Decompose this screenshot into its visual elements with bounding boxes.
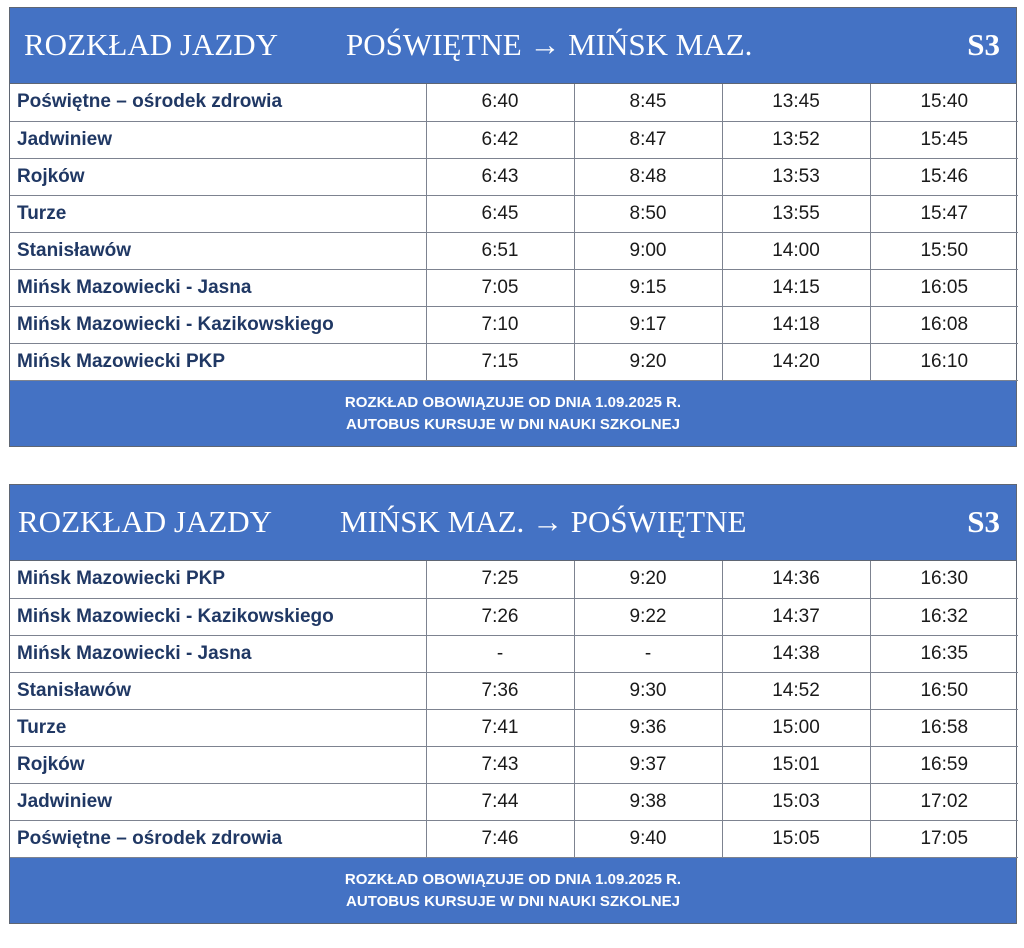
departure-time: 7:43 (426, 746, 574, 783)
line-number: S3 (967, 27, 1000, 62)
table-row (10, 635, 1018, 672)
validity-note: ROZKŁAD OBOWIĄZUJE OD DNIA 1.09.2025 R. (344, 393, 682, 411)
departure-time: 15:45 (870, 121, 1018, 158)
departure-time: 15:50 (870, 232, 1018, 269)
departure-time: 16:08 (870, 306, 1018, 343)
stop-name: Mińsk Mazowiecki - Jasna (10, 269, 426, 306)
departure-time: 9:37 (574, 746, 722, 783)
table-row (10, 84, 1018, 121)
departure-time: 7:44 (426, 783, 574, 820)
timetable-footer (10, 381, 1016, 446)
table-row (10, 269, 1018, 306)
timetable-title: ROZKŁAD JAZDY (24, 27, 279, 62)
stop-name: Poświętne – ośrodek zdrowia (10, 84, 426, 121)
table-row (10, 343, 1018, 380)
departure-time: 13:52 (722, 121, 870, 158)
departure-time: 15:40 (870, 84, 1018, 121)
timetable-header (10, 485, 1016, 561)
departure-time: 7:36 (426, 672, 574, 709)
departure-time: 16:58 (870, 709, 1018, 746)
departure-time: 6:45 (426, 195, 574, 232)
departure-time: 14:00 (722, 232, 870, 269)
stop-name: Poświętne – ośrodek zdrowia (10, 820, 426, 857)
departure-time: 9:00 (574, 232, 722, 269)
table-row (10, 598, 1018, 635)
stop-name: Rojków (10, 746, 426, 783)
table-row (10, 672, 1018, 709)
table-row (10, 232, 1018, 269)
stop-name: Jadwiniew (10, 783, 426, 820)
departure-time: 8:50 (574, 195, 722, 232)
departure-time: 15:00 (722, 709, 870, 746)
school-days-note: AUTOBUS KURSUJE W DNI NAUKI SZKOLNEJ (346, 892, 680, 910)
timetable-poswietne-to-minsk (9, 7, 1017, 447)
departure-time: 6:42 (426, 121, 574, 158)
stop-name: Mińsk Mazowiecki - Kazikowskiego (10, 306, 426, 343)
table-row (10, 158, 1018, 195)
table-row (10, 709, 1018, 746)
school-days-note: AUTOBUS KURSUJE W DNI NAUKI SZKOLNEJ (346, 415, 680, 433)
stop-name: Jadwiniew (10, 121, 426, 158)
departure-time: 9:30 (574, 672, 722, 709)
table-row (10, 195, 1018, 232)
departure-time: 14:37 (722, 598, 870, 635)
stop-name: Mińsk Mazowiecki PKP (10, 343, 426, 380)
stop-name: Rojków (10, 158, 426, 195)
departure-time: 16:35 (870, 635, 1018, 672)
departure-time: 17:05 (870, 820, 1018, 857)
departure-time: 14:38 (722, 635, 870, 672)
table-row (10, 561, 1018, 598)
stop-name: Stanisławów (10, 232, 426, 269)
departure-time: 16:05 (870, 269, 1018, 306)
departure-time: 14:15 (722, 269, 870, 306)
departure-time: 15:05 (722, 820, 870, 857)
departure-time: 6:40 (426, 84, 574, 121)
departure-time: 9:15 (574, 269, 722, 306)
departure-time: 7:25 (426, 561, 574, 598)
departure-time: 16:10 (870, 343, 1018, 380)
line-number: S3 (967, 504, 1000, 539)
departure-time: 16:59 (870, 746, 1018, 783)
departure-time: 16:30 (870, 561, 1018, 598)
departure-time: 15:01 (722, 746, 870, 783)
departure-time: 7:05 (426, 269, 574, 306)
departure-time: 13:53 (722, 158, 870, 195)
departure-time: 16:32 (870, 598, 1018, 635)
departure-time: 6:51 (426, 232, 574, 269)
schedule-table (10, 561, 1018, 858)
departure-time: 9:20 (574, 343, 722, 380)
departure-time: 7:46 (426, 820, 574, 857)
table-row (10, 306, 1018, 343)
departure-time: 13:45 (722, 84, 870, 121)
timetable-header (10, 8, 1016, 84)
stop-name: Mińsk Mazowiecki - Jasna (10, 635, 426, 672)
departure-time: 9:40 (574, 820, 722, 857)
departure-time: - (426, 635, 574, 672)
timetable-title: ROZKŁAD JAZDY (18, 504, 273, 539)
departure-time: 17:02 (870, 783, 1018, 820)
timetable-footer (10, 858, 1016, 923)
departure-time: 15:46 (870, 158, 1018, 195)
departure-time: 7:41 (426, 709, 574, 746)
departure-time: 7:15 (426, 343, 574, 380)
departure-time: 9:36 (574, 709, 722, 746)
route-label: MIŃSK MAZ. → POŚWIĘTNE (340, 504, 747, 539)
departure-time: 7:10 (426, 306, 574, 343)
timetable-minsk-to-poswietne (9, 484, 1017, 924)
stop-name: Mińsk Mazowiecki PKP (10, 561, 426, 598)
departure-time: 9:17 (574, 306, 722, 343)
departure-time: 8:45 (574, 84, 722, 121)
departure-time: 9:20 (574, 561, 722, 598)
departure-time: 8:48 (574, 158, 722, 195)
table-row (10, 121, 1018, 158)
departure-time: 9:38 (574, 783, 722, 820)
stop-name: Turze (10, 709, 426, 746)
departure-time: 6:43 (426, 158, 574, 195)
departure-time: 7:26 (426, 598, 574, 635)
departure-time: 13:55 (722, 195, 870, 232)
departure-time: 15:03 (722, 783, 870, 820)
table-row (10, 783, 1018, 820)
route-label: POŚWIĘTNE → MIŃSK MAZ. (346, 27, 753, 62)
schedule-table (10, 84, 1018, 381)
departure-time: 14:52 (722, 672, 870, 709)
stop-name: Stanisławów (10, 672, 426, 709)
departure-time: 8:47 (574, 121, 722, 158)
departure-time: 14:20 (722, 343, 870, 380)
stop-name: Turze (10, 195, 426, 232)
departure-time: - (574, 635, 722, 672)
departure-time: 16:50 (870, 672, 1018, 709)
departure-time: 14:36 (722, 561, 870, 598)
table-row (10, 746, 1018, 783)
departure-time: 15:47 (870, 195, 1018, 232)
departure-time: 9:22 (574, 598, 722, 635)
stop-name: Mińsk Mazowiecki - Kazikowskiego (10, 598, 426, 635)
departure-time: 14:18 (722, 306, 870, 343)
table-row (10, 820, 1018, 857)
validity-note: ROZKŁAD OBOWIĄZUJE OD DNIA 1.09.2025 R. (344, 870, 682, 888)
